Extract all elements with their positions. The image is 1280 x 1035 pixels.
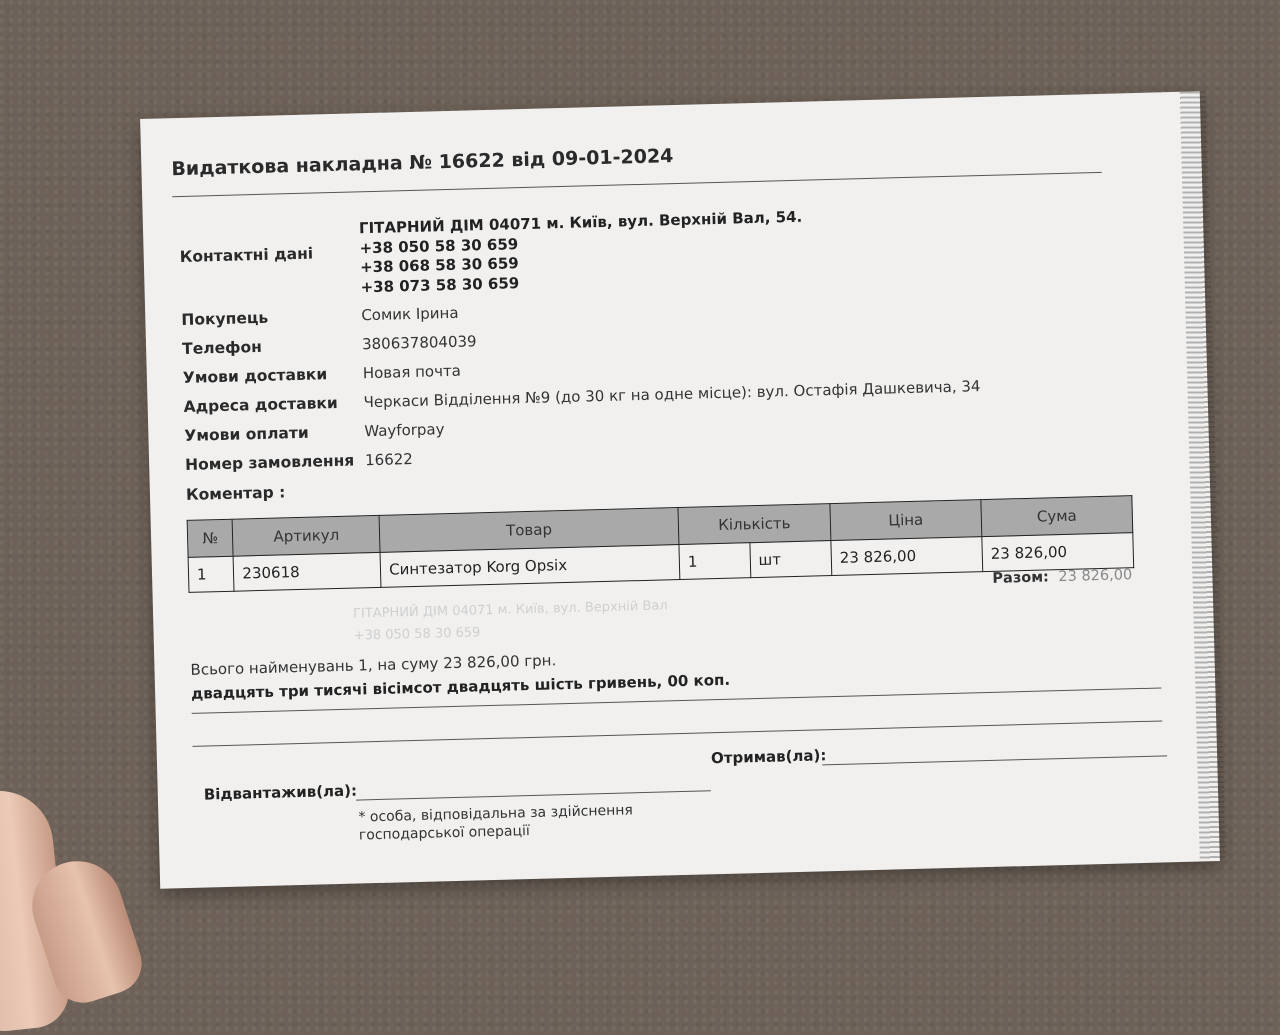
col-header-qty: Кількість <box>678 504 831 545</box>
delivery-address-value: Черкаси Відділення №9 (до 30 кг на одне місце): вул. Остафія Дашкевича, 34 <box>363 377 981 412</box>
invoice-title: Видаткова накладна № 16622 від 09-01-2024 <box>171 145 674 181</box>
cell-article: 230618 <box>233 552 381 591</box>
col-header-price: Ціна <box>830 500 982 541</box>
payment-terms-label: Умови оплати <box>184 423 309 445</box>
col-header-article: Артикул <box>233 515 381 556</box>
invoice-sheet <box>140 91 1220 888</box>
shipped-by-label: Відвантажив(ла): <box>203 781 358 804</box>
payment-terms-value: Wayforpay <box>364 420 445 441</box>
bleed-through-text: ГІТАРНИЙ ДІМ 04071 м. Київ, вул. Верхній Вал +38 050 58 30 659 <box>352 598 668 644</box>
received-by-signature-line <box>822 755 1167 765</box>
buyer-value: Сомик Ірина <box>361 303 459 325</box>
shop-contacts <box>359 208 804 298</box>
delivery-terms-value: Новая почта <box>362 361 462 383</box>
comment-label: Коментар : <box>185 483 286 504</box>
contacts-label: Контактні дані <box>179 244 314 267</box>
col-header-num: № <box>187 519 233 557</box>
shop-line: ГІТАРНИЙ ДІМ 04071 м. Київ, вул. Верхній Вал, 54. <box>358 207 803 238</box>
cell-price: 23 826,00 <box>831 537 983 576</box>
phone-3: +38 073 58 30 659 <box>360 273 520 296</box>
delivery-address-label: Адреса доставки <box>183 393 338 416</box>
razom-value: 23 826,00 <box>1058 567 1133 586</box>
phone-value: 380637804039 <box>361 332 477 354</box>
received-by-label: Отримав(ла): <box>710 746 827 768</box>
divider-2 <box>193 720 1163 746</box>
delivery-terms-label: Умови доставки <box>182 365 328 387</box>
phone-2: +38 068 58 30 659 <box>359 254 519 277</box>
buyer-label: Покупець <box>181 308 269 329</box>
cell-qty: 1 <box>679 543 751 580</box>
razom-label: Разом: <box>992 569 1050 587</box>
col-header-product: Товар <box>379 508 679 553</box>
total-line: Всього найменувань 1, на суму 23 826,00 грн. <box>190 651 557 679</box>
note-line-1: * особа, відповідальна за здійснення <box>358 802 634 826</box>
col-header-sum: Сума <box>981 496 1133 537</box>
order-number-label: Номер замовлення <box>184 451 355 474</box>
note-line-2: господарської операції <box>358 823 530 844</box>
cell-num: 1 <box>188 556 234 592</box>
cell-unit: шт <box>750 541 832 578</box>
order-number-value: 16622 <box>364 449 414 470</box>
responsible-person-note <box>358 801 633 844</box>
shipped-by-signature-line <box>356 790 711 800</box>
cell-product: Синтезатор Korg Opsix <box>380 545 680 588</box>
cell-sum: 23 826,00 <box>982 533 1134 572</box>
total-in-words: двадцять три тисячі вісімсот двадцять шість гривень, 00 коп. <box>190 670 731 703</box>
paper-edge-shadow <box>1180 91 1226 861</box>
phone-label: Телефон <box>181 337 263 358</box>
phone-1: +38 050 58 30 659 <box>359 234 519 257</box>
